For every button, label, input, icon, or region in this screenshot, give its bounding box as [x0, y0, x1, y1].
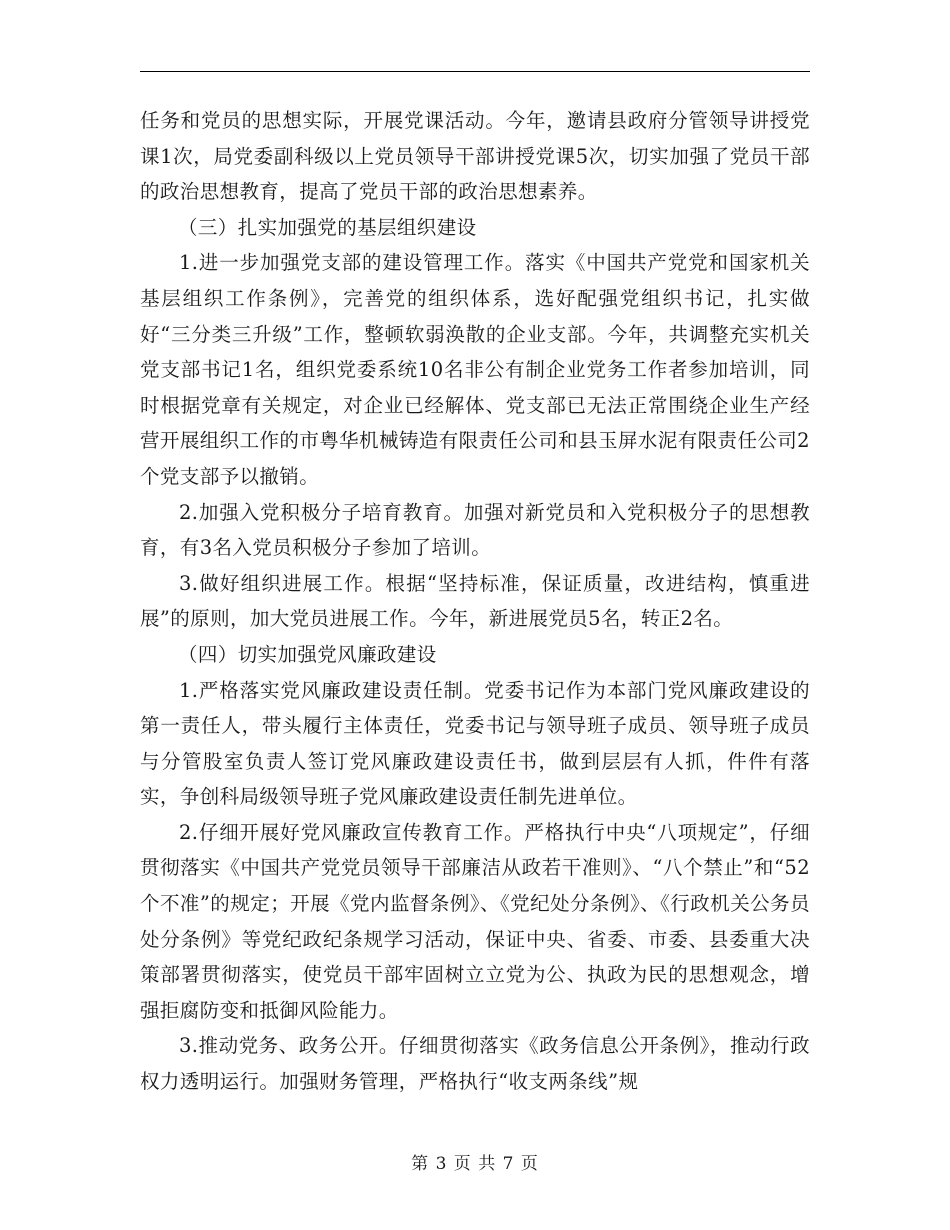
paragraph: 任务和党员的思想实际，开展党课活动。今年，邀请县政府分管领导讲授党课1次，局党委副科级以上党员领导干部讲授党课5次，切实加强了党员干部的政治思想教育，提高了党员干部的政治思想素养。 — [140, 109, 810, 204]
section-heading: （四）切实加强党风廉政建设 — [178, 642, 437, 666]
paragraph: 3.推动党务、政务公开。仔细贯彻落实《政务信息公开条例》，推动行政权力透明运行。加强财务管理，严格执行“收支两条线”规 — [140, 1034, 810, 1094]
body-text — [140, 103, 810, 1100]
header-rule — [140, 71, 810, 72]
paragraph: 2.加强入党积极分子培育教育。加强对新党员和入党积极分子的思想教育，有3名入党员积极分子参加了培训。 — [140, 500, 810, 560]
section-heading: （三）扎实加强党的基层组织建设 — [178, 215, 477, 239]
page-number-footer: 第 3 页 共 7 页 — [411, 1154, 539, 1174]
paragraph: 1.严格落实党风廉政建设责任制。党委书记作为本部门党风廉政建设的第一责任人，带头履行主体责任，党委书记与领导班子成员、领导班子成员与分管股室负责人签订党风廉政建设责任书，做到层层有人抓，件件有落实，争创科局级领导班子党风廉政建设责任制先进单位。 — [140, 678, 810, 809]
paragraph: 2.仔细开展好党风廉政宣传教育工作。严格执行中央“八项规定”，仔细贯彻落实《中国共产党党员领导干部廉洁从政若干准则》、“八个禁止”和“52个不准”的规定；开展《党内监督条例》、《党纪处分条例》、《行政机关公务员处分条例》等党纪政纪条规学习活动，保证中央、省委、市委、县委重大决策部署贯彻落实，使党员干部牢固树立立党为公、执政为民的思想观念，增强拒腐防变和抵御风险能力。 — [140, 820, 810, 1022]
paragraph: 3.做好组织进展工作。根据“坚持标准，保证质量，改进结构，慎重进展”的原则，加大党员进展工作。今年，新进展党员5名，转正2名。 — [140, 571, 810, 631]
paragraph: 1.进一步加强党支部的建设管理工作。落实《中国共产党党和国家机关基层组织工作条例》，完善党的组织体系，选好配强党组织书记，扎实做好“三分类三升级”工作，整顿软弱涣散的企业支部。今年，共调整充实机关党支部书记1名，组织党委系统10名非公有制企业党务工作者参加培训，同时根据党章有关规定，对企业已经解体、党支部已无法正常围绕企业生产经营开展组织工作的市粤华机械铸造有限责任公司和县玉屏水泥有限责任公司2个党支部予以撤销。 — [140, 251, 810, 488]
